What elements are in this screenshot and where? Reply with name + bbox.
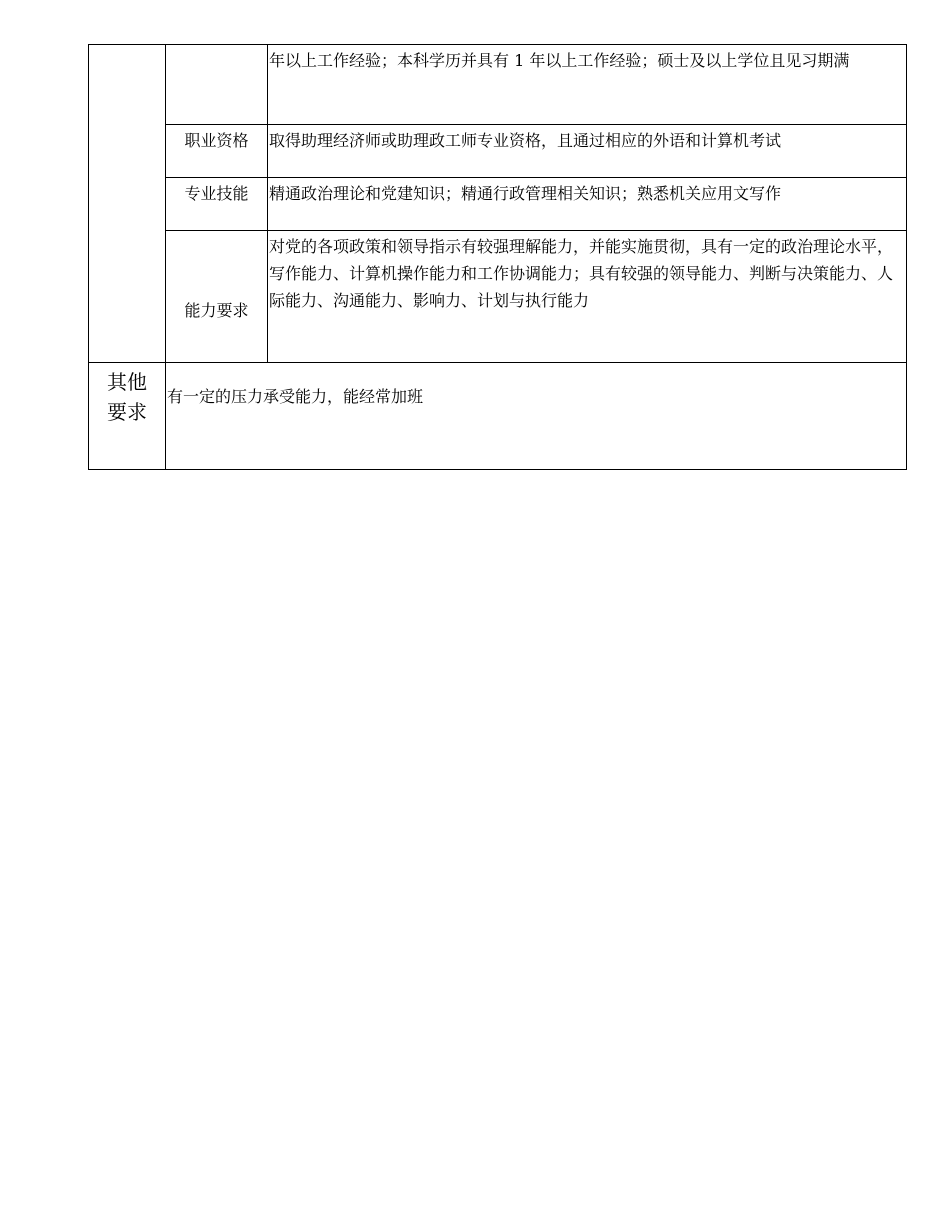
other-requirements-label-line2: 要求 [107, 400, 147, 424]
ability-requirements-text: 对党的各项政策和领导指示有较强理解能力，并能实施贯彻，具有一定的政治理论水平，写作能力、计算机操作能力和工作协调能力；具有较强的领导能力、判断与决策能力、人际能力、沟通能力、影响力、计划与执行能力 [269, 237, 894, 310]
education-experience-text: 年以上工作经验；本科学历并具有 1 年以上工作经验；硕士及以上学位且见习期满 [269, 51, 850, 70]
merged-category-cell [89, 45, 166, 363]
row-content-cell [268, 45, 907, 125]
other-requirements-content-cell [166, 363, 907, 470]
professional-qualification-text: 取得助理经济师或助理政工师专业资格，且通过相应的外语和计算机考试 [269, 131, 782, 150]
row-label-cell [166, 178, 268, 231]
table-row [89, 363, 907, 470]
other-requirements-text: 有一定的压力承受能力，能经常加班 [167, 387, 424, 406]
ability-requirements-label: 能力要求 [184, 301, 249, 320]
professional-skills-text: 精通政治理论和党建知识；精通行政管理相关知识；熟悉机关应用文写作 [269, 184, 782, 203]
table-row [89, 45, 907, 125]
table-row [89, 125, 907, 178]
table-row [89, 178, 907, 231]
professional-qualification-label: 职业资格 [184, 131, 249, 150]
row-label-cell [166, 231, 268, 363]
row-label-cell [166, 45, 268, 125]
row-content-cell [268, 125, 907, 178]
other-requirements-label-cell [89, 363, 166, 470]
row-label-cell [166, 125, 268, 178]
row-content-cell [268, 178, 907, 231]
job-requirements-table [88, 44, 907, 470]
row-content-cell [268, 231, 907, 363]
professional-skills-label: 专业技能 [184, 184, 249, 203]
other-requirements-label-line1: 其他 [107, 370, 147, 394]
table-row [89, 231, 907, 363]
